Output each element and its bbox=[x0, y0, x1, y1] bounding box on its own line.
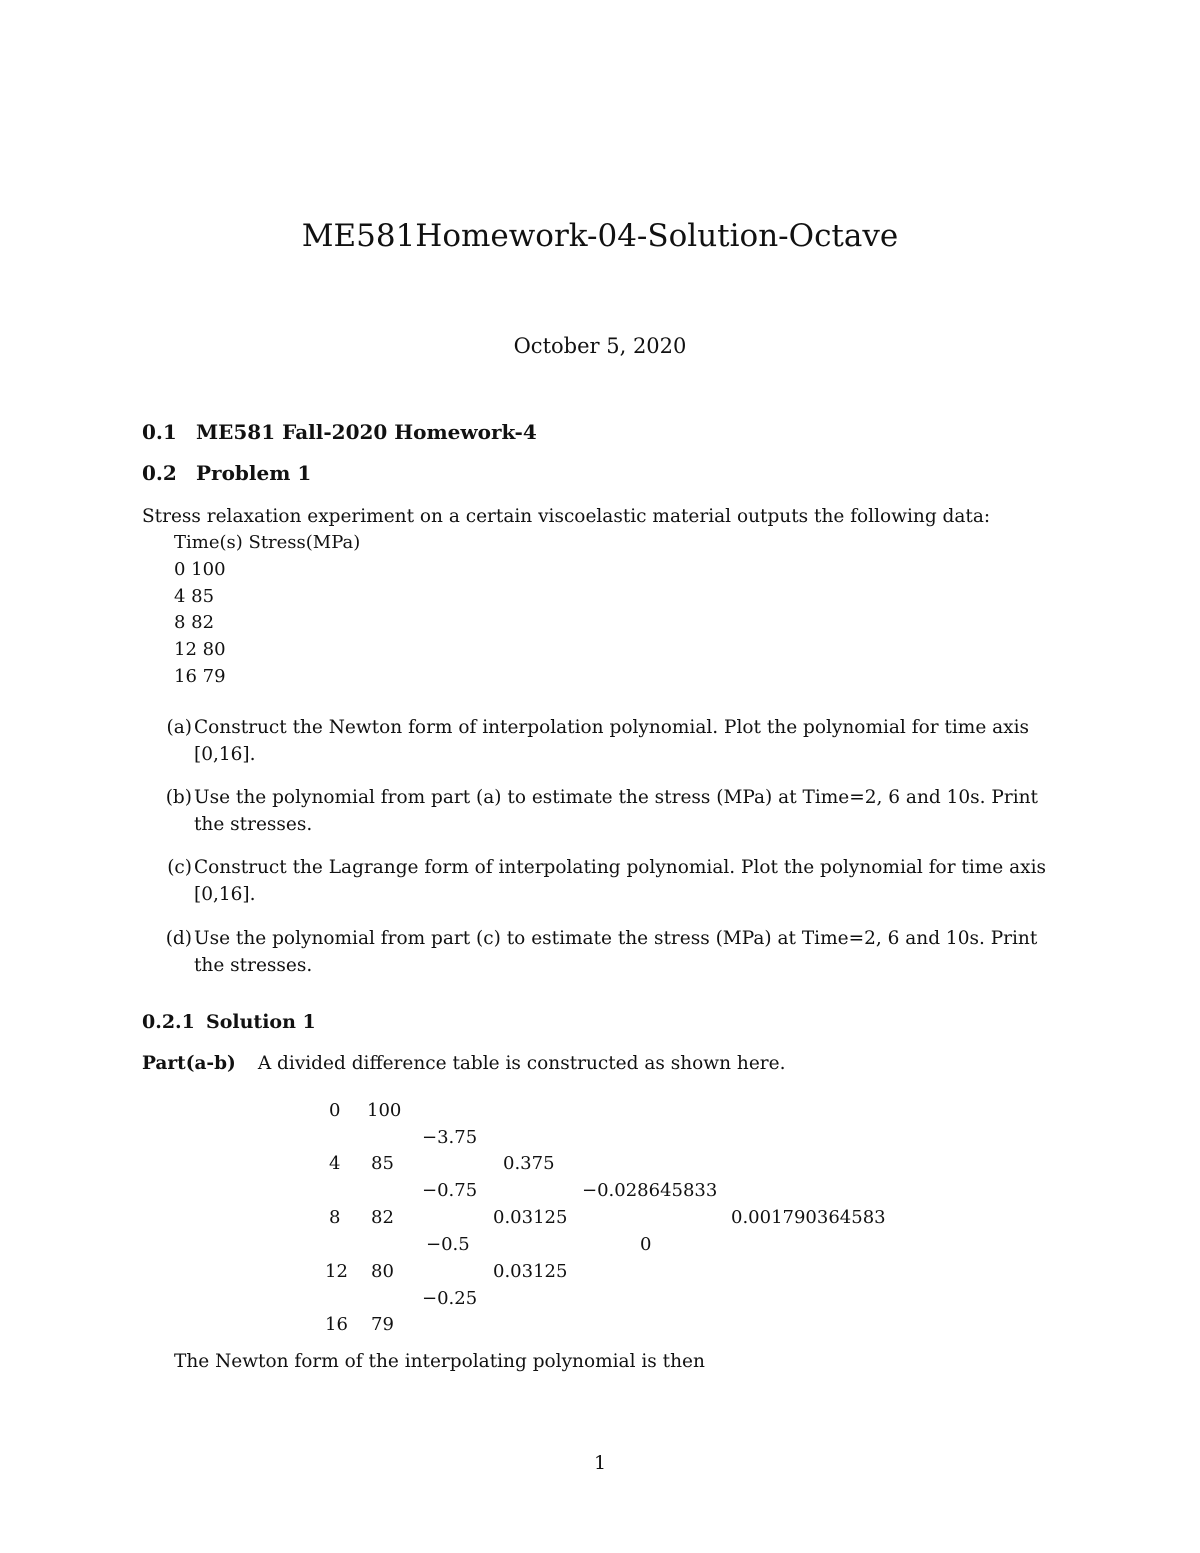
item-label: (c) bbox=[167, 857, 192, 878]
item-text: Use the polynomial from part (a) to estimate the stress (MPa) at Time=2, 6 and 10s. Print the stresses. bbox=[194, 787, 1038, 835]
data-row: 16 79 bbox=[174, 666, 226, 687]
dd-first: −0.5 bbox=[426, 1234, 470, 1255]
item-label: (a) bbox=[166, 717, 192, 738]
dd-second: 0.03125 bbox=[493, 1207, 568, 1228]
section-heading-0-2 bbox=[142, 461, 311, 485]
dd-f: 79 bbox=[371, 1314, 394, 1335]
section-title: Problem 1 bbox=[196, 461, 312, 485]
dd-f: 80 bbox=[371, 1261, 394, 1282]
dd-x: 4 bbox=[329, 1153, 341, 1174]
page-number: 1 bbox=[593, 1452, 607, 1474]
dd-f: 85 bbox=[371, 1153, 394, 1174]
item-label: (d) bbox=[165, 928, 192, 949]
dd-third: −0.028645833 bbox=[582, 1180, 718, 1201]
item-text: Construct the Lagrange form of interpolating polynomial. Plot the polynomial for time axis [0,16]. bbox=[194, 857, 1047, 905]
item-text: Use the polynomial from part (c) to estimate the stress (MPa) at Time=2, 6 and 10s. Print the stresses. bbox=[194, 928, 1038, 976]
dd-first: −3.75 bbox=[422, 1127, 478, 1148]
item-text: Construct the Newton form of interpolation polynomial. Plot the polynomial for time axis [0,16]. bbox=[194, 717, 1030, 765]
document-title: ME581Homework-04-Solution-Octave bbox=[301, 218, 899, 254]
dd-x: 8 bbox=[329, 1207, 341, 1228]
section-title: ME581 Fall-2020 Homework-4 bbox=[196, 420, 537, 444]
intro-paragraph: Stress relaxation experiment on a certain viscoelastic material outputs the following data: bbox=[142, 506, 991, 527]
subsection-number: 0.2.1 bbox=[142, 1011, 195, 1033]
dd-third: 0 bbox=[640, 1234, 652, 1255]
section-number: 0.1 bbox=[142, 420, 177, 444]
part-text: A divided difference table is constructed as shown here. bbox=[257, 1053, 786, 1074]
closing-paragraph: The Newton form of the interpolating polynomial is then bbox=[174, 1351, 705, 1372]
dd-f: 100 bbox=[367, 1100, 402, 1121]
data-row: 0 100 bbox=[174, 559, 226, 580]
section-number: 0.2 bbox=[142, 461, 177, 485]
part-label: Part(a-b) bbox=[142, 1053, 236, 1074]
dd-x: 12 bbox=[325, 1261, 348, 1282]
dd-second: 0.03125 bbox=[493, 1261, 568, 1282]
dd-first: −0.75 bbox=[422, 1180, 478, 1201]
data-row: 4 85 bbox=[174, 586, 215, 607]
dd-f: 82 bbox=[371, 1207, 394, 1228]
document-date: October 5, 2020 bbox=[513, 334, 687, 358]
dd-x: 16 bbox=[325, 1314, 348, 1335]
data-row: 12 80 bbox=[174, 639, 226, 660]
dd-fourth: 0.001790364583 bbox=[731, 1207, 886, 1228]
part-paragraph bbox=[142, 1053, 785, 1074]
data-row: 8 82 bbox=[174, 612, 215, 633]
section-heading-0-1 bbox=[142, 420, 537, 444]
dd-x: 0 bbox=[329, 1100, 341, 1121]
subsection-heading bbox=[142, 1011, 316, 1033]
subsection-title: Solution 1 bbox=[206, 1011, 316, 1033]
dd-second: 0.375 bbox=[503, 1153, 555, 1174]
dd-first: −0.25 bbox=[422, 1288, 478, 1309]
data-header: Time(s) Stress(MPa) bbox=[174, 532, 361, 553]
item-label: (b) bbox=[165, 787, 192, 808]
